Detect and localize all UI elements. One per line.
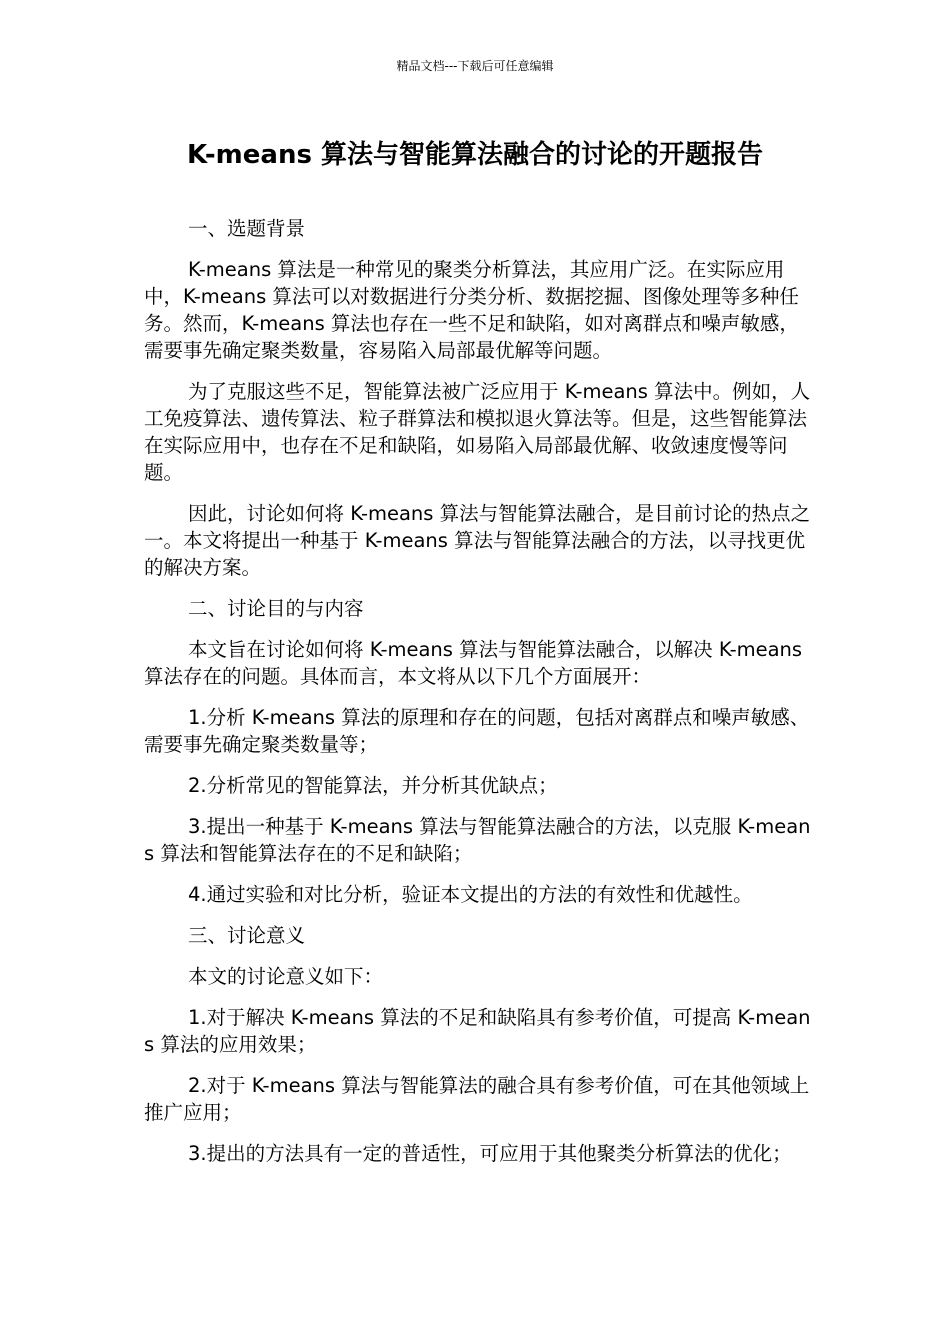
page-header: 精品文档---下载后可任意编辑 [396, 59, 554, 73]
document-title: K-means 算法与智能算法融合的讨论的开题报告 [187, 140, 763, 170]
list-item: 3.提出的方法具有一定的普适性，可应用于其他聚类分析算法的优化； [188, 1142, 792, 1165]
section-heading-background: 一、选题背景 [188, 217, 306, 240]
section-heading-significance: 三、讨论意义 [188, 924, 306, 947]
list-item: 4.通过实验和对比分析，验证本文提出的方法的有效性和优越性。 [188, 883, 753, 906]
list-item: 1.对于解决 K-means 算法的不足和缺陷具有参考价值，可提高 K-means 算法的应用效果； [144, 1006, 811, 1056]
paragraph: 因此，讨论如何将 K-means 算法与智能算法融合，是目前讨论的热点之一。本文将提出一种基于 K-means 算法与智能算法融合的方法，以寻找更优的解决方案。 [144, 502, 811, 579]
paragraph: 本文旨在讨论如何将 K-means 算法与智能算法融合，以解决 K-means 算法存在的问题。具体而言，本文将从以下几个方面展开： [144, 638, 803, 688]
paragraph: 为了克服这些不足，智能算法被广泛应用于 K-means 算法中。例如，人工免疫算法、遗传算法、粒子群算法和模拟退火算法等。但是，这些智能算法在实际应用中，也存在不足和缺陷，如易陷入局部最优解、收敛速度慢等问题。 [144, 380, 811, 484]
list-item: 3.提出一种基于 K-means 算法与智能算法融合的方法，以克服 K-means 算法和智能算法存在的不足和缺陷； [144, 815, 811, 865]
section-heading-purpose: 二、讨论目的与内容 [188, 597, 364, 620]
list-item: 1.分析 K-means 算法的原理和存在的问题，包括对离群点和噪声敏感、需要事先确定聚类数量等； [144, 706, 810, 756]
paragraph: 本文的讨论意义如下： [188, 965, 384, 988]
list-item: 2.分析常见的智能算法，并分析其优缺点； [188, 774, 558, 797]
list-item: 2.对于 K-means 算法与智能算法的融合具有参考价值，可在其他领域上推广应用； [144, 1074, 810, 1124]
paragraph: K-means 算法是一种常见的聚类分析算法，其应用广泛。在实际应用中，K-means 算法可以对数据进行分类分析、数据挖掘、图像处理等多种任务。然而，K-means 算法也存在一些不足和缺陷，如对离群点和噪声敏感，需要事先确定聚类数量，容易陷入局部最优解等问题。 [144, 258, 799, 362]
document-body [144, 215, 812, 1181]
